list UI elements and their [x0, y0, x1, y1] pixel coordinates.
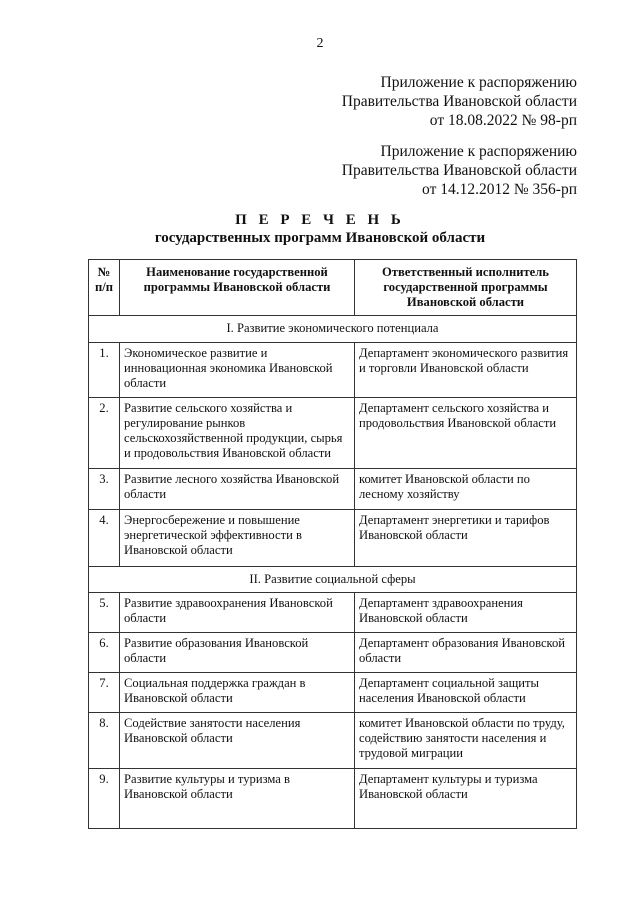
responsible-executor: Департамент экономического развития и торговли Ивановской области — [355, 343, 577, 398]
responsible-executor: комитет Ивановской области по лесному хозяйству — [355, 469, 577, 510]
section-row — [89, 567, 577, 593]
appendix-note-current — [342, 73, 577, 130]
program-name: Развитие культуры и туризма в Ивановской области — [120, 769, 355, 829]
header-executor: Ответственный исполнитель государственной программы Ивановской области — [355, 260, 577, 316]
program-name: Экономическое развитие и инновационная экономика Ивановской области — [120, 343, 355, 398]
program-name: Развитие здравоохранения Ивановской области — [120, 593, 355, 633]
appendix-line: от 14.12.2012 № 356-рп — [422, 181, 577, 198]
table-row — [89, 510, 577, 567]
row-number: 9. — [89, 769, 120, 829]
program-name: Содействие занятости населения Ивановской области — [120, 713, 355, 769]
responsible-executor: Департамент культуры и туризма Ивановской области — [355, 769, 577, 829]
responsible-executor: Департамент энергетики и тарифов Ивановской области — [355, 510, 577, 567]
appendix-line: Правительства Ивановской области — [341, 93, 577, 110]
table-row — [89, 398, 577, 469]
table-row — [89, 769, 577, 829]
table-row — [89, 343, 577, 398]
table-row — [89, 673, 577, 713]
responsible-executor: комитет Ивановской области по труду, содействию занятости населения и трудовой миграции — [355, 713, 577, 769]
page-number: 2 — [316, 36, 324, 51]
responsible-executor: Департамент образования Ивановской области — [355, 633, 577, 673]
section-row — [89, 316, 577, 343]
row-number: 2. — [89, 398, 120, 469]
row-number: 8. — [89, 713, 120, 769]
document-title — [0, 211, 640, 247]
row-number: 5. — [89, 593, 120, 633]
row-number: 3. — [89, 469, 120, 510]
programs-table — [88, 259, 577, 829]
title-subheading: государственных программ Ивановской области — [154, 230, 486, 246]
responsible-executor: Департамент сельского хозяйства и продовольствия Ивановской области — [355, 398, 577, 469]
program-name: Развитие образования Ивановской области — [120, 633, 355, 673]
header-program-name: Наименование государственной программы Ивановской области — [120, 260, 355, 316]
header-number: № п/п — [89, 260, 120, 316]
program-name: Энергосбережение и повышение энергетической эффективности в Ивановской области — [120, 510, 355, 567]
appendix-line: Приложение к распоряжению — [380, 74, 577, 91]
program-name: Социальная поддержка граждан в Ивановской области — [120, 673, 355, 713]
program-name: Развитие лесного хозяйства Ивановской области — [120, 469, 355, 510]
table-row — [89, 713, 577, 769]
appendix-line: Правительства Ивановской области — [341, 162, 577, 179]
appendix-line: Приложение к распоряжению — [380, 143, 577, 160]
table-row — [89, 469, 577, 510]
appendix-line: от 18.08.2022 № 98-рп — [429, 112, 577, 129]
section-title: II. Развитие социальной сферы — [89, 567, 577, 593]
row-number: 4. — [89, 510, 120, 567]
table-header-row — [89, 260, 577, 316]
table-row — [89, 593, 577, 633]
row-number: 7. — [89, 673, 120, 713]
row-number: 6. — [89, 633, 120, 673]
responsible-executor: Департамент социальной защиты населения Ивановской области — [355, 673, 577, 713]
title-heading: П Е Р Е Ч Е Н Ь — [235, 212, 405, 228]
table-row — [89, 633, 577, 673]
responsible-executor: Департамент здравоохранения Ивановской области — [355, 593, 577, 633]
row-number: 1. — [89, 343, 120, 398]
appendix-note-original — [342, 142, 577, 199]
program-name: Развитие сельского хозяйства и регулирование рынков сельскохозяйственной продукции, сырья и продовольствия Ивановской области — [120, 398, 355, 469]
section-title: I. Развитие экономического потенциала — [89, 316, 577, 343]
